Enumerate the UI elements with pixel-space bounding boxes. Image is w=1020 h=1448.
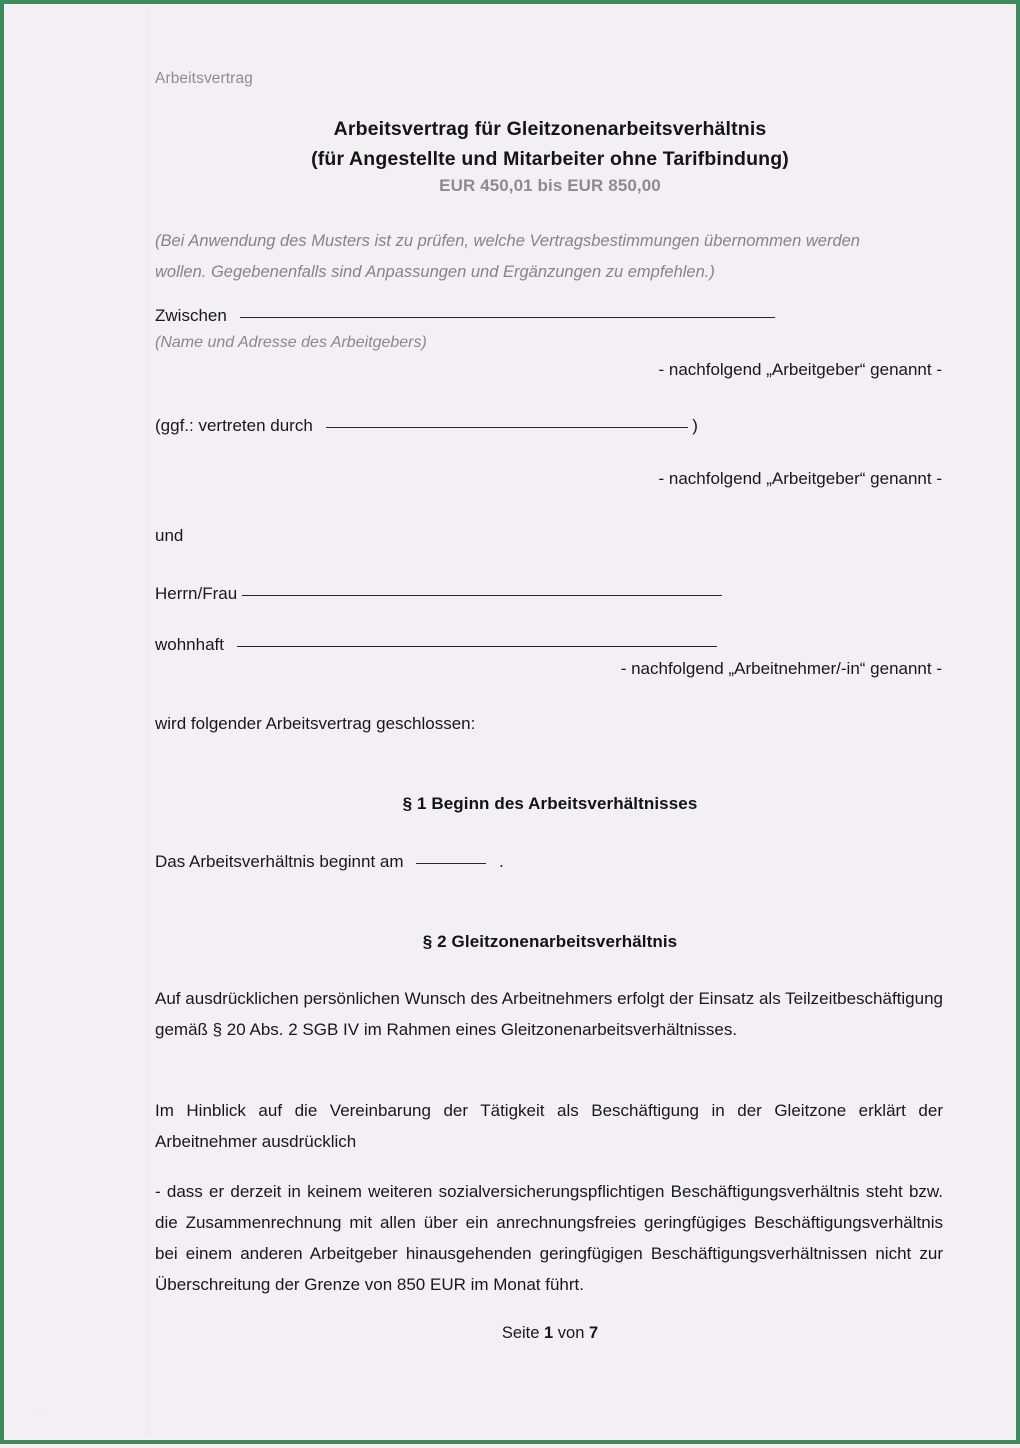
conclusion-text: wird folgender Arbeitsvertrag geschlossen: bbox=[155, 714, 476, 733]
residence-label: wohnhaft bbox=[155, 635, 224, 654]
represented-prefix: (ggf.: vertreten durch bbox=[155, 416, 313, 435]
employee-row bbox=[155, 581, 722, 607]
footer-page-middle: von bbox=[557, 1324, 585, 1342]
employer-designation-note: - nachfolgend „Arbeitgeber“ genannt - bbox=[658, 360, 942, 379]
footer-page-prefix: Seite bbox=[501, 1324, 540, 1342]
start-date-prefix: Das Arbeitsverhältnis beginnt am bbox=[155, 852, 404, 871]
represented-designation-note: - nachfolgend „Arbeitgeber“ genannt - bbox=[658, 469, 942, 488]
between-row bbox=[155, 303, 775, 329]
document-sheet bbox=[155, 4, 945, 1448]
employee-name-blank[interactable] bbox=[242, 595, 722, 596]
employee-designation-note: - nachfolgend „Arbeitnehmer/-in“ genannt - bbox=[620, 659, 942, 678]
section-2-paragraph-1: Auf ausdrücklichen persönlichen Wunsch des Arbeitnehmers erfolgt der Einsatz als Teilzeitbeschäftigung gemäß § 20 Abs. 2 SGB IV im Rahmen eines Gleitzonenarbeitsverhältnisses. bbox=[155, 989, 943, 1039]
employer-name-blank[interactable] bbox=[240, 317, 775, 318]
employee-salutation: Herrn/Frau bbox=[155, 584, 238, 603]
employee-address-blank[interactable] bbox=[237, 646, 717, 647]
running-head: Arbeitsvertrag bbox=[155, 70, 253, 87]
start-date-suffix: . bbox=[499, 852, 504, 871]
doc-subtitle: EUR 450,01 bis EUR 850,00 bbox=[439, 176, 661, 195]
residence-row bbox=[155, 632, 717, 658]
represented-row bbox=[155, 413, 698, 439]
conclusion-row bbox=[155, 711, 475, 737]
employer-hint: (Name und Adresse des Arbeitgebers) bbox=[155, 334, 427, 351]
usage-note: (Bei Anwendung des Musters ist zu prüfen, welche Vertragsbestimmungen übernommen werden wollen. Gegebenenfalls sind Anpassungen und Ergänzungen zu empfehlen.) bbox=[155, 232, 860, 281]
page-title bbox=[155, 114, 945, 174]
section-1-heading: § 1 Beginn des Arbeitsverhältnisses bbox=[402, 794, 698, 813]
between-label: Zwischen bbox=[155, 306, 227, 325]
paper-left-edge bbox=[148, 8, 149, 1436]
section-2-paragraph-2: Im Hinblick auf die Vereinbarung der Tätigkeit als Beschäftigung in der Gleitzone erklärt der Arbeitnehmer ausdrücklich bbox=[155, 1101, 943, 1151]
page-footer bbox=[155, 1324, 945, 1343]
section-2-paragraph-3: - dass er derzeit in keinem weiteren sozialversicherungspflichtigen Beschäftigungsverhältnis steht bzw. die Zusammenrechnung mit allen über ein anrechnungsfreies geringfügiges Beschäftigungsverhältnis bei einem anderen Arbeitgeber hinausgehenden geringfügigen Beschäftigungsverhältnissen nicht zur Überschreitung der Grenze von 850 EUR im Monat führt. bbox=[155, 1182, 943, 1294]
doc-title-line-2: (für Angestellte und Mitarbeiter ohne Tarifbindung) bbox=[311, 148, 789, 170]
corner-watermark: 20 bbox=[38, 1406, 49, 1416]
section-1-start-row bbox=[155, 849, 504, 875]
footer-page-total: 7 bbox=[589, 1324, 599, 1342]
start-date-blank[interactable] bbox=[416, 863, 486, 864]
doc-title-line-1: Arbeitsvertrag für Gleitzonenarbeitsverhältnis bbox=[333, 118, 767, 140]
and-row bbox=[155, 523, 183, 549]
and-label: und bbox=[155, 526, 184, 545]
section-2-heading: § 2 Gleitzonenarbeitsverhältnis bbox=[422, 932, 678, 951]
representative-blank[interactable] bbox=[326, 427, 688, 428]
represented-suffix: ) bbox=[692, 416, 698, 435]
footer-page-number: 1 bbox=[544, 1324, 554, 1342]
